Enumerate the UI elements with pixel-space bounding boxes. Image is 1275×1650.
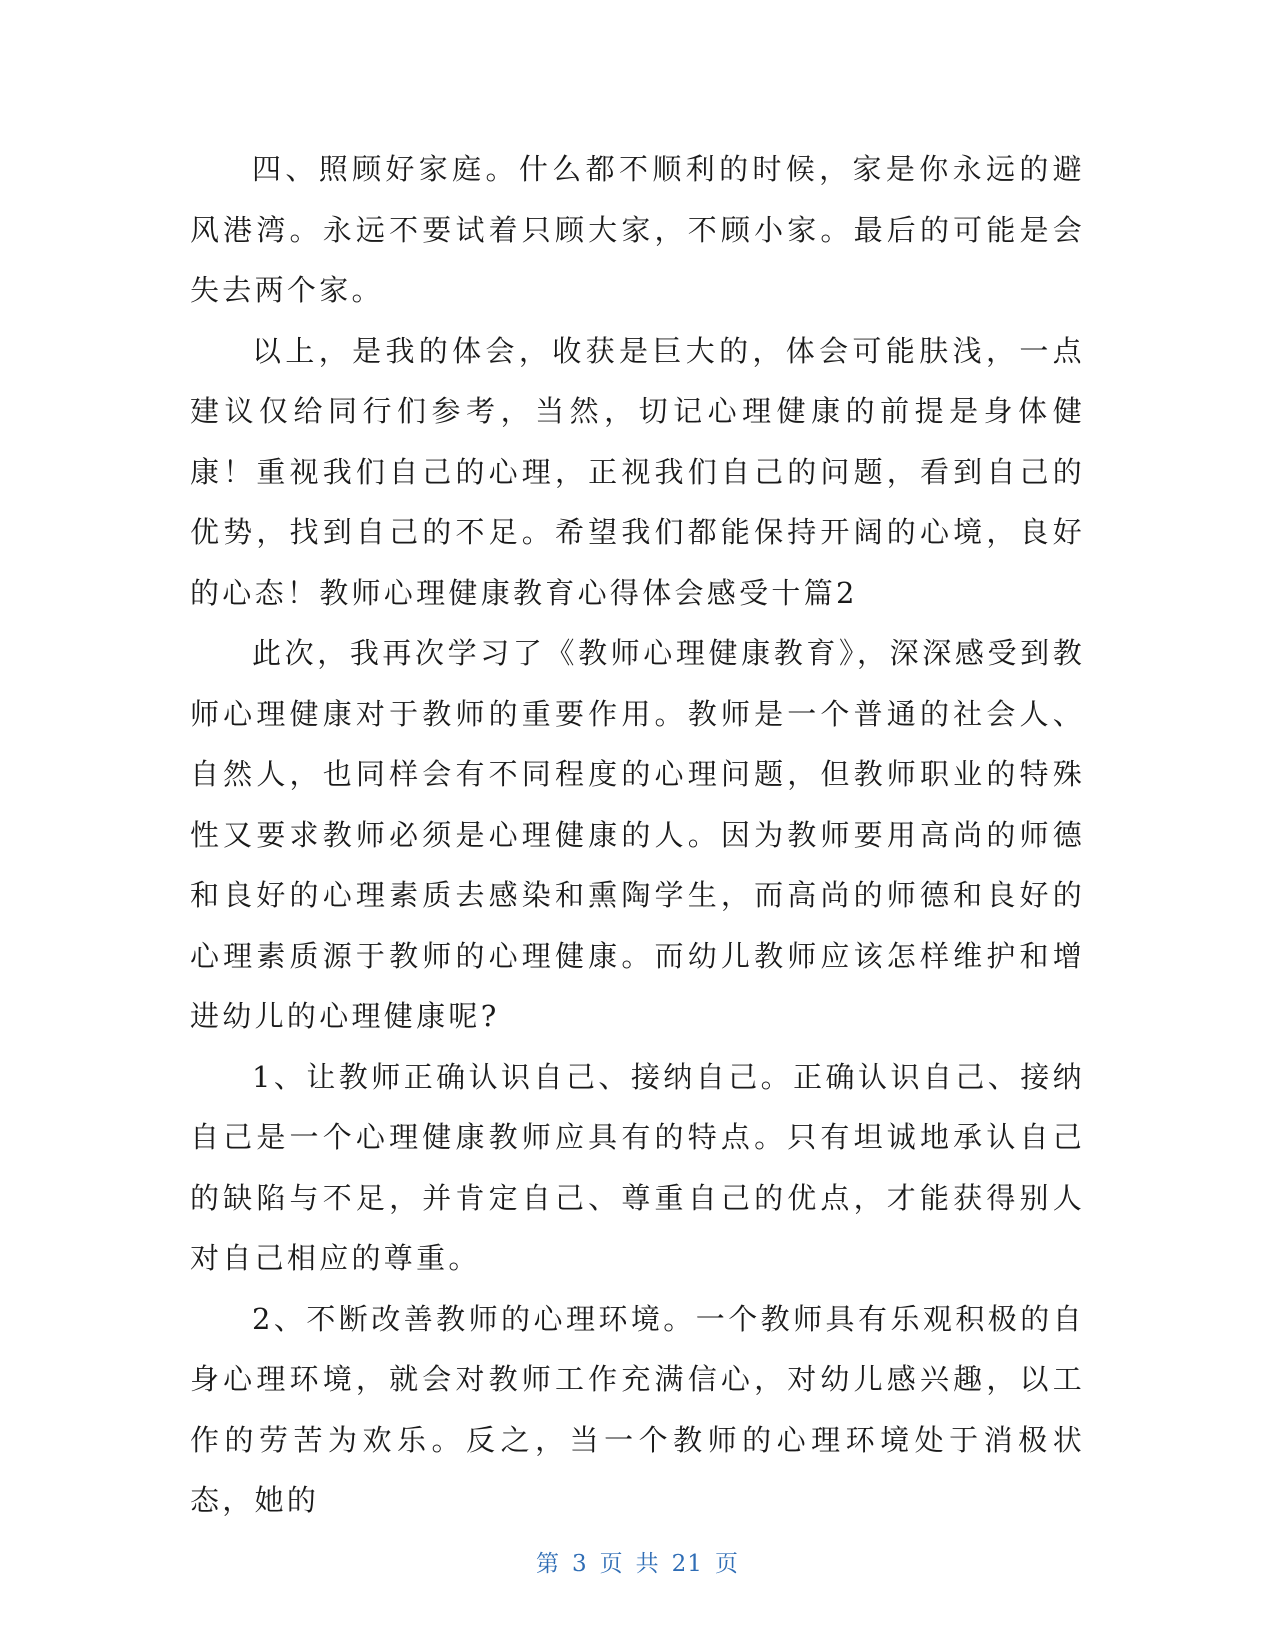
paragraph: 1、让教师正确认识自己、接纳自己。正确认识自己、接纳自己是一个心理健康教师应具有的特点。只有坦诚地承认自己的缺陷与不足，并肯定自己、尊重自己的优点，才能获得别人对自己相应的尊重。 (190, 1059, 1085, 1275)
footer-total-prefix: 共 (635, 1551, 660, 1577)
footer-current-page: 3 (572, 1551, 588, 1577)
document-body (190, 139, 1085, 1531)
footer-page-word: 页 (599, 1551, 624, 1577)
footer-total-pages: 21 (671, 1551, 703, 1577)
footer-suffix: 页 (714, 1551, 739, 1577)
footer-prefix: 第 (536, 1551, 561, 1577)
page-number-footer (0, 1545, 1275, 1578)
paragraph: 此次，我再次学习了《教师心理健康教育》，深深感受到教师心理健康对于教师的重要作用。教师是一个普通的社会人、自然人，也同样会有不同程度的心理问题，但教师职业的特殊性又要求教师必须是心理健康的人。因为教师要用高尚的师德和良好的心理素质去感染和熏陶学生，而高尚的师德和良好的心理素质源于教师的心理健康。而幼儿教师应该怎样维护和增进幼儿的心理健康呢? (190, 636, 1085, 1033)
paragraph: 以上，是我的体会，收获是巨大的，体会可能肤浅，一点建议仅给同行们参考，当然，切记心理健康的前提是身体健康！重视我们自己的心理，正视我们自己的问题，看到自己的优势，找到自己的不足。希望我们都能保持开阔的心境，良好的心态！教师心理健康教育心得体会感受十篇2 (190, 333, 1085, 610)
paragraph: 四、照顾好家庭。什么都不顺利的时候，家是你永远的避风港湾。永远不要试着只顾大家，不顾小家。最后的可能是会失去两个家。 (190, 152, 1085, 307)
paragraph: 2、不断改善教师的心理环境。一个教师具有乐观积极的自身心理环境，就会对教师工作充满信心，对幼儿感兴趣，以工作的劳苦为欢乐。反之，当一个教师的心理环境处于消极状态，她的 (190, 1301, 1085, 1517)
